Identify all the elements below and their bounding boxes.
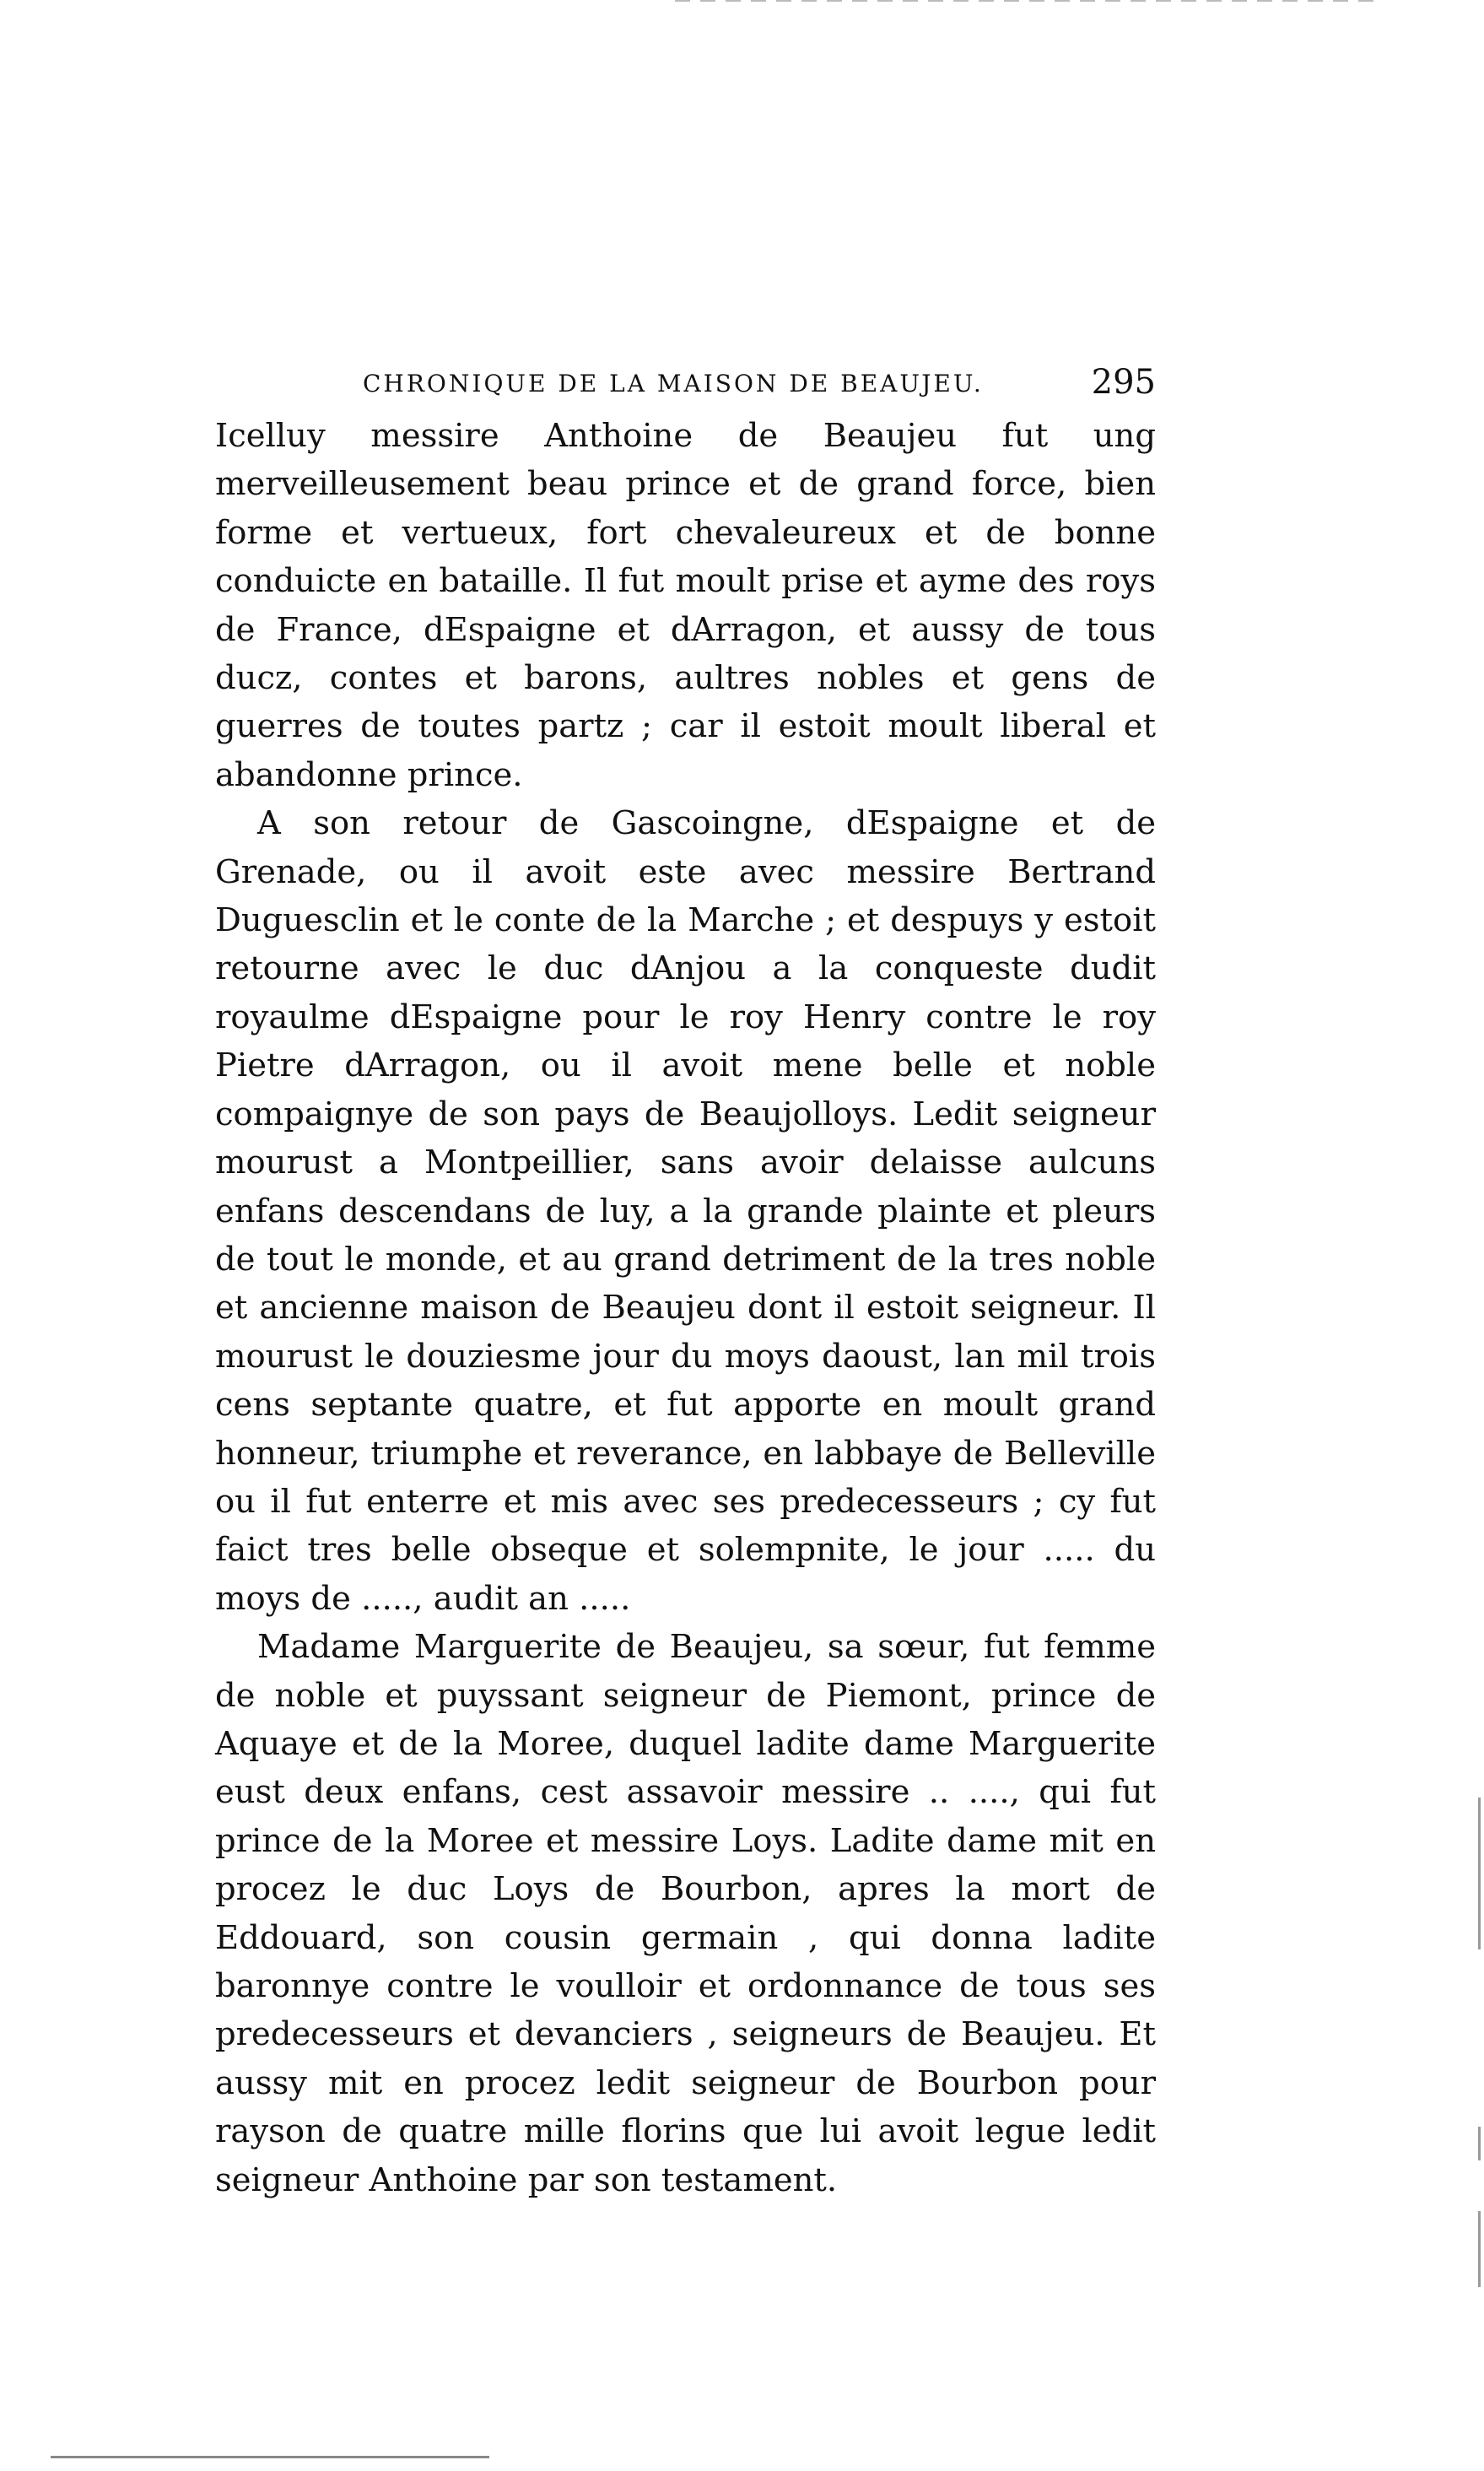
page-number: 295	[1091, 363, 1156, 402]
paragraph-1: Icelluy messire Anthoine de Beaujeu fut ung merveilleusement beau prince et de grand force, bien forme et vertueux, fort chevaleureux et de bonne conduicte en bataille. Il fut moult prise et ayme des roys de France, dEspaigne et dArragon, et aussy de tous ducz, contes et barons, aultres nobles et gens de guerres de toutes partz ; car il estoit moult liberal et abandonne prince.	[215, 417, 1156, 794]
edge-scan-mark	[1478, 1798, 1481, 1949]
body-text	[215, 412, 1156, 2204]
running-title: CHRONIQUE DE LA MAISON DE BEAUJEU.	[363, 370, 984, 397]
paragraph-3: Madame Marguerite de Beaujeu, sa sœur, fut femme de noble et puyssant seigneur de Piemont, prince de Aquaye et de la Moree, duquel ladite dame Marguerite eust deux enfans, cest assavoir messire .. ...., qui fut prince de la Moree et messire Loys. Ladite dame mit en procez le duc Loys de Bourbon, apres la mort de Eddouard, son cousin germain , qui donna ladite baronnye contre le voulloir et ordonnance de tous ses predecesseurs et devanciers , seigneurs de Beaujeu. Et aussy mit en procez ledit seigneur de Bourbon pour rayson de quatre mille florins que lui avoit legue ledit seigneur Anthoine par son testament.	[215, 1628, 1156, 2199]
bottom-edge-rule	[51, 2456, 489, 2458]
top-edge-rule	[675, 0, 1384, 2]
edge-scan-mark	[1478, 2211, 1481, 2287]
edge-scan-mark	[1478, 2127, 1481, 2160]
running-head	[215, 363, 1156, 414]
paragraph-2: A son retour de Gascoingne, dEspaigne et de Grenade, ou il avoit este avec messire Bertrand Duguesclin et le conte de la Marche ; et despuys y estoit retourne avec le duc dAnjou a la conqueste dudit royaulme dEspaigne pour le roy Henry contre le roy Pietre dArragon, ou il avoit mene belle et noble compaignye de son pays de Beaujolloys. Ledit seigneur mourust a Montpeillier, sans avoir delaisse aulcuns enfans descendans de luy, a la grande plainte et pleurs de tout le monde, et au grand detriment de la tres noble et ancienne maison de Beaujeu dont il estoit seigneur. Il mourust le douziesme jour du moys daoust, lan mil trois cens septante quatre, et fut apporte en moult grand honneur, triumphe et reverance, en labbaye de Belleville ou il fut enterre et mis avec ses predecesseurs ; cy fut faict tres belle obseque et solempnite, le jour ..... du moys de ....., audit an .....	[215, 804, 1156, 1618]
